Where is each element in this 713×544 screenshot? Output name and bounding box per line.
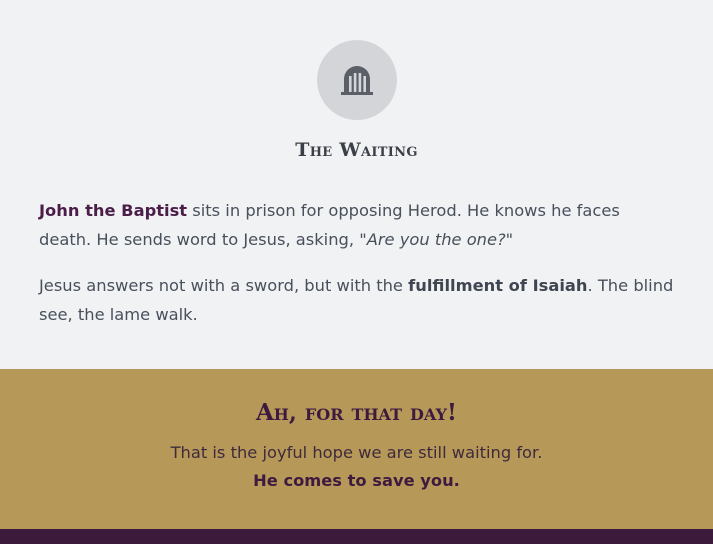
john-paragraph <box>39 196 675 254</box>
john-name: John the Baptist <box>39 201 188 220</box>
banner-line-2: He comes to save you. <box>253 471 460 490</box>
jesus-text-b: . The blind see, the lame walk. <box>39 276 674 324</box>
footer-bar <box>0 529 713 544</box>
section-title: The Waiting <box>295 139 418 161</box>
banner-title: Ah, for that day! <box>255 399 458 426</box>
isaiah-bold: fulfillment of Isaiah <box>408 276 588 295</box>
jesus-paragraph <box>39 271 675 329</box>
icon-badge <box>317 40 397 120</box>
john-text: sits in prison for opposing Herod. He knows he faces death. He sends word to Jesus, asking, <box>39 201 620 249</box>
banner-line-1: That is the joyful hope we are still waiting for. <box>170 443 543 462</box>
jesus-text-a: Jesus answers not with a sword, but with the <box>39 276 409 295</box>
john-quote: "Are you the one?" <box>359 230 514 249</box>
hope-banner <box>0 369 713 529</box>
prison-gate-icon <box>340 65 374 95</box>
